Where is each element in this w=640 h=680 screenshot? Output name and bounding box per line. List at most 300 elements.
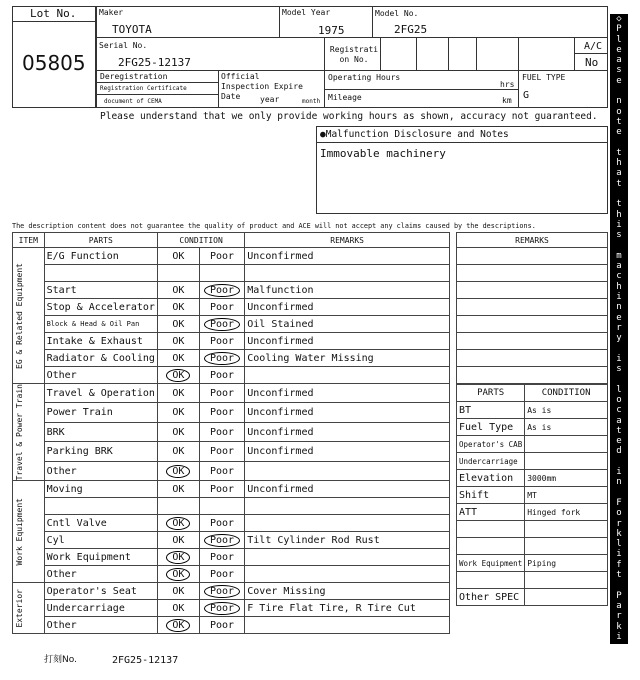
ok-cell	[157, 333, 199, 350]
poor-cell	[199, 442, 245, 461]
specs-table	[456, 384, 608, 606]
ok-cell	[157, 461, 199, 481]
poor-cell-text: Poor	[209, 369, 235, 381]
part-cell-text: Other	[46, 465, 77, 477]
remark-cell	[245, 583, 450, 600]
ok-cell-text: OK	[172, 335, 185, 347]
poor-cell-text: Poor	[209, 551, 235, 563]
remarks-cell	[457, 299, 608, 316]
poor-cell-text: Poor	[204, 284, 240, 297]
condition-table	[12, 232, 450, 634]
section-name: Travel & Power Train	[15, 384, 24, 481]
part-cell-text: Work Equipment	[46, 551, 131, 563]
table-header-row	[13, 233, 450, 248]
remark-cell-text: Malfunction	[247, 284, 314, 296]
poor-cell	[199, 299, 245, 316]
table-row	[13, 299, 450, 316]
spec-part: Fuel Type	[457, 419, 525, 436]
remarks-row	[457, 248, 608, 265]
spec-part	[457, 521, 525, 538]
ok-cell	[157, 617, 199, 634]
table-row	[13, 333, 450, 350]
spec-condition	[525, 453, 608, 470]
table-row	[13, 566, 450, 583]
model-year: 1975	[318, 24, 345, 37]
remark-cell	[245, 282, 450, 299]
ok-cell	[157, 481, 199, 498]
ok-cell	[157, 299, 199, 316]
remarks-row	[457, 367, 608, 384]
ok-cell-text: OK	[166, 568, 190, 581]
reg-cell-5	[518, 38, 519, 70]
poor-cell-text: Poor	[209, 517, 235, 529]
part-cell	[44, 299, 157, 316]
remarks-row	[457, 282, 608, 299]
location-notice-sidebar: ◇ P l e a s e n o t e t h a t t h i s m a c h i n e r y i s l o c a t e d i n F o r k l i f t P a r k i n g ◇	[610, 14, 628, 644]
spec-condition: 3000mm	[525, 470, 608, 487]
month-label: month	[302, 98, 321, 105]
remarks-cell	[457, 367, 608, 384]
poor-cell-text: Poor	[209, 568, 235, 580]
ok-cell	[157, 367, 199, 384]
part-cell	[44, 265, 157, 282]
table-row	[13, 282, 450, 299]
part-cell-text: Start	[46, 284, 77, 296]
reg-cell-4	[476, 38, 477, 70]
spec-condition	[525, 521, 608, 538]
right-remarks-header	[457, 233, 608, 248]
poor-cell-text: Poor	[209, 483, 235, 495]
spec-condition: Piping	[525, 555, 608, 572]
specs-row	[457, 402, 608, 419]
part-cell	[44, 498, 157, 515]
reg-cell-2	[416, 38, 417, 70]
part-cell-text: Power Train	[46, 407, 113, 419]
registration-label: Registrati on No.	[329, 45, 379, 64]
ok-cell-text: OK	[172, 250, 185, 262]
poor-cell	[199, 384, 245, 403]
hrs-label: hrs	[500, 80, 515, 89]
part-cell	[44, 422, 157, 441]
specs-header	[457, 385, 608, 402]
poor-cell-text: Poor	[209, 387, 235, 399]
specs-row	[457, 470, 608, 487]
poor-cell-text: Poor	[209, 619, 235, 631]
poor-cell	[199, 617, 245, 634]
table-row	[13, 384, 450, 403]
table-row	[13, 600, 450, 617]
part-cell	[44, 442, 157, 461]
part-cell	[44, 549, 157, 566]
ok-cell-text: OK	[166, 465, 190, 478]
remarks-row	[457, 265, 608, 282]
section-label	[13, 583, 45, 634]
spec-condition: MT	[525, 487, 608, 504]
ok-cell-text: OK	[166, 551, 190, 564]
remarks-row	[457, 316, 608, 333]
ok-cell	[157, 532, 199, 549]
poor-cell	[199, 549, 245, 566]
col-remarks: REMARKS	[245, 233, 450, 248]
ac-divider	[574, 53, 608, 54]
part-cell	[44, 248, 157, 265]
fuel-type-label: FUEL TYPE	[522, 73, 566, 82]
spec-condition	[525, 589, 608, 606]
divider-modelyear	[279, 6, 280, 38]
remark-cell-text: F Tire Flat Tire, R Tire Cut	[247, 602, 416, 614]
remarks-row	[457, 299, 608, 316]
specs-row	[457, 487, 608, 504]
ok-cell	[157, 442, 199, 461]
specs-row	[457, 453, 608, 470]
year-label: year	[260, 95, 280, 104]
ok-cell	[157, 583, 199, 600]
part-cell-text: Radiator & Cooling	[46, 352, 155, 364]
dereg-line-2	[96, 94, 218, 95]
remark-cell	[245, 442, 450, 461]
table-row	[13, 350, 450, 367]
spec-part: ATT	[457, 504, 525, 521]
spec-condition: As is	[525, 402, 608, 419]
poor-cell	[199, 367, 245, 384]
spec-condition: As is	[525, 419, 608, 436]
maker-label: Maker	[99, 8, 124, 17]
specs-body	[457, 402, 608, 606]
poor-cell-text: Poor	[209, 465, 235, 477]
part-cell	[44, 333, 157, 350]
remark-cell	[245, 515, 450, 532]
specs-row	[457, 521, 608, 538]
poor-cell	[199, 532, 245, 549]
part-cell-text: Stop & Accelerator	[46, 301, 155, 313]
model-no: 2FG25	[394, 23, 428, 36]
part-cell	[44, 600, 157, 617]
remarks-cell	[457, 248, 608, 265]
poor-cell	[199, 350, 245, 367]
ok-cell-text: OK	[166, 369, 190, 382]
remark-cell	[245, 316, 450, 333]
col-condition: CONDITION	[157, 233, 244, 248]
section-label	[13, 481, 45, 583]
ok-cell	[157, 265, 199, 282]
ok-cell	[157, 350, 199, 367]
remark-cell-text: Unconfirmed	[247, 426, 314, 438]
part-cell-text: E/G Function	[46, 250, 119, 262]
poor-cell-text: Poor	[209, 301, 235, 313]
ok-cell-text: OK	[172, 426, 185, 438]
table-row	[13, 248, 450, 265]
ok-cell-text: OK	[172, 318, 185, 330]
spec-part: Operator's CAB	[457, 436, 525, 453]
ok-cell-text: OK	[172, 446, 185, 458]
part-cell-text: Cyl	[46, 534, 65, 546]
remark-cell-text: Unconfirmed	[247, 335, 314, 347]
reg-cell-1	[380, 38, 381, 70]
ok-cell-text: OK	[172, 585, 185, 597]
ok-cell	[157, 600, 199, 617]
remark-cell	[245, 600, 450, 617]
spec-part: Work Equipment	[457, 555, 525, 572]
part-cell-text: Moving	[46, 483, 83, 495]
part-cell	[44, 566, 157, 583]
spec-part: Shift	[457, 487, 525, 504]
ok-cell-text: OK	[172, 534, 185, 546]
part-cell	[44, 532, 157, 549]
specs-row	[457, 538, 608, 555]
remark-cell	[245, 498, 450, 515]
table-row	[13, 481, 450, 498]
table-row	[13, 515, 450, 532]
poor-cell	[199, 316, 245, 333]
part-cell-text: Parking BRK	[46, 446, 113, 458]
part-cell	[44, 461, 157, 481]
remarks-cell	[457, 265, 608, 282]
ac-value: No	[585, 56, 599, 69]
poor-cell	[199, 481, 245, 498]
spec-part: Undercarriage	[457, 453, 525, 470]
mileage-line	[324, 89, 518, 90]
poor-cell	[199, 333, 245, 350]
remark-cell	[245, 549, 450, 566]
poor-cell	[199, 282, 245, 299]
poor-cell	[199, 403, 245, 422]
remark-cell-text: Unconfirmed	[247, 250, 314, 262]
remarks-cell	[457, 282, 608, 299]
divider-modelno	[372, 6, 373, 38]
table-row	[13, 442, 450, 461]
part-cell	[44, 515, 157, 532]
section-label	[13, 248, 45, 384]
remark-cell	[245, 333, 450, 350]
specs-condition-label: CONDITION	[525, 385, 608, 402]
remarks-row	[457, 333, 608, 350]
poor-cell-text: Poor	[209, 335, 235, 347]
km-label: km	[502, 96, 512, 105]
remarks-cell	[457, 333, 608, 350]
part-cell	[44, 316, 157, 333]
poor-cell-text: Poor	[204, 534, 240, 547]
part-cell-text: Intake & Exhaust	[46, 335, 143, 347]
lot-no: 05805	[22, 51, 86, 75]
ok-cell	[157, 316, 199, 333]
ok-cell	[157, 498, 199, 515]
spec-condition	[525, 436, 608, 453]
ac-label: A/C	[584, 41, 603, 52]
footer-label: 打刻No.	[44, 655, 77, 665]
specs-row	[457, 572, 608, 589]
notice-hours: Please understand that we only provide working hours as shown, accuracy not guaranteed.	[100, 111, 598, 122]
table-row	[13, 422, 450, 441]
poor-cell-text: Poor	[204, 585, 240, 598]
ok-cell	[157, 566, 199, 583]
remarks-cell	[457, 350, 608, 367]
right-remarks-body	[457, 248, 608, 384]
remark-cell-text: Cover Missing	[247, 585, 326, 597]
ok-cell-text: OK	[172, 387, 185, 399]
section-name: Exterior	[15, 589, 24, 628]
poor-cell-text: Poor	[204, 352, 240, 365]
ok-cell	[157, 549, 199, 566]
part-cell-text: Travel & Operation	[46, 387, 155, 399]
remark-cell	[245, 248, 450, 265]
fuel-type: G	[523, 90, 530, 101]
poor-cell-text: Poor	[209, 250, 235, 262]
op-hours-label: Operating Hours	[328, 73, 401, 82]
ok-cell-text: OK	[172, 483, 185, 495]
specs-row	[457, 419, 608, 436]
malfunction-title-line	[316, 142, 608, 143]
dereg-label: Deregistration	[100, 72, 168, 81]
poor-cell	[199, 600, 245, 617]
row1	[96, 6, 608, 38]
serial-label: Serial No.	[99, 41, 148, 50]
part-cell-text: Operator's Seat	[46, 585, 137, 597]
remark-cell-text: Oil Stained	[247, 318, 314, 330]
reg-cell-6	[574, 38, 575, 70]
divider-fuel	[518, 70, 519, 108]
remark-cell	[245, 367, 450, 384]
part-cell-text: BRK	[46, 426, 65, 438]
remark-cell	[245, 532, 450, 549]
col-item: ITEM	[13, 233, 45, 248]
spec-part	[457, 572, 525, 589]
right-remarks-label: REMARKS	[457, 233, 608, 248]
maker: TOYOTA	[112, 23, 152, 36]
part-cell	[44, 583, 157, 600]
condition-body	[13, 248, 450, 634]
remark-cell-text: Unconfirmed	[247, 301, 314, 313]
remark-cell-text: Unconfirmed	[247, 407, 314, 419]
remark-cell-text: Unconfirmed	[247, 483, 314, 495]
model-year-label: Model Year	[282, 8, 331, 17]
remark-cell	[245, 299, 450, 316]
poor-cell	[199, 265, 245, 282]
poor-cell-text: Poor	[209, 407, 235, 419]
remark-cell-text: Unconfirmed	[247, 387, 314, 399]
section-label	[13, 384, 45, 481]
lot-no-label: Lot No.	[30, 7, 77, 20]
specs-parts-label: PARTS	[457, 385, 525, 402]
ok-cell-text: OK	[172, 284, 185, 296]
section-name: Work Equipment	[15, 498, 24, 566]
divider-reg	[324, 38, 325, 70]
malfunction-title: ●Malfunction Disclosure and Notes	[320, 129, 509, 140]
right-remarks-table	[456, 232, 608, 384]
remark-cell	[245, 384, 450, 403]
model-no-label: Model No.	[375, 9, 419, 18]
part-cell-text: Other	[46, 369, 77, 381]
remark-cell	[245, 617, 450, 634]
serial-no: 2FG25-12137	[118, 56, 191, 69]
poor-cell	[199, 583, 245, 600]
specs-row	[457, 504, 608, 521]
poor-cell-text: Poor	[209, 446, 235, 458]
part-cell-text: Other	[46, 568, 77, 580]
ok-cell-text: OK	[172, 352, 185, 364]
ok-cell	[157, 282, 199, 299]
remark-cell	[245, 422, 450, 441]
part-cell-text: Other	[46, 619, 77, 631]
part-cell-text: Block & Head & Oil Pan	[46, 320, 140, 328]
remark-cell-text: Cooling Water Missing	[247, 352, 374, 364]
remark-cell-text: Tilt Cylinder Rod Rust	[247, 534, 380, 546]
table-row	[13, 498, 450, 515]
ok-cell-text: OK	[172, 602, 185, 614]
col-parts: PARTS	[44, 233, 157, 248]
part-cell-text: Cntl Valve	[46, 517, 107, 529]
ok-cell-text: OK	[166, 619, 190, 632]
ok-cell	[157, 403, 199, 422]
remark-cell	[245, 403, 450, 422]
spec-part: Other SPEC	[457, 589, 525, 606]
table-row	[13, 403, 450, 422]
spec-condition	[525, 538, 608, 555]
poor-cell-text: Poor	[204, 602, 240, 615]
poor-cell	[199, 461, 245, 481]
part-cell	[44, 350, 157, 367]
specs-row	[457, 436, 608, 453]
section-name: EG & Related Equipment	[15, 262, 24, 369]
table-row	[13, 583, 450, 600]
remark-cell	[245, 350, 450, 367]
ok-cell-text: OK	[172, 407, 185, 419]
spec-condition: Hinged fork	[525, 504, 608, 521]
remark-cell	[245, 461, 450, 481]
spec-condition	[525, 572, 608, 589]
part-cell	[44, 367, 157, 384]
reg-cell-3	[448, 38, 449, 70]
specs-row	[457, 589, 608, 606]
spec-part: Elevation	[457, 470, 525, 487]
poor-cell	[199, 566, 245, 583]
remarks-row	[457, 350, 608, 367]
ok-cell	[157, 515, 199, 532]
part-cell	[44, 403, 157, 422]
table-row	[13, 617, 450, 634]
remark-cell	[245, 265, 450, 282]
part-cell	[44, 384, 157, 403]
dereg-line-1	[96, 82, 218, 83]
mileage-label: Mileage	[328, 93, 362, 102]
ok-cell-text: OK	[166, 517, 190, 530]
part-cell	[44, 282, 157, 299]
table-row	[13, 461, 450, 481]
ok-cell	[157, 384, 199, 403]
poor-cell-text: Poor	[209, 426, 235, 438]
poor-cell	[199, 248, 245, 265]
table-row	[13, 532, 450, 549]
malfunction-text: Immovable machinery	[320, 147, 446, 160]
poor-cell	[199, 498, 245, 515]
cema-label: document of CEMA	[104, 98, 162, 105]
inspection-label: Official Inspection Expire Date	[221, 72, 303, 101]
table-row	[13, 549, 450, 566]
disclaimer: The description content does not guarantee the quality of product and ACE will not accept any claims caused by the descriptions.	[12, 222, 536, 230]
remarks-cell	[457, 316, 608, 333]
table-row	[13, 367, 450, 384]
poor-cell-text: Poor	[204, 318, 240, 331]
remark-cell	[245, 481, 450, 498]
poor-cell	[199, 422, 245, 441]
part-cell-text: Undercarriage	[46, 602, 125, 614]
spec-part	[457, 538, 525, 555]
remark-cell	[245, 566, 450, 583]
table-row	[13, 265, 450, 282]
ok-cell	[157, 422, 199, 441]
ok-cell-text: OK	[172, 301, 185, 313]
poor-cell	[199, 515, 245, 532]
divider-dereg	[218, 70, 219, 108]
